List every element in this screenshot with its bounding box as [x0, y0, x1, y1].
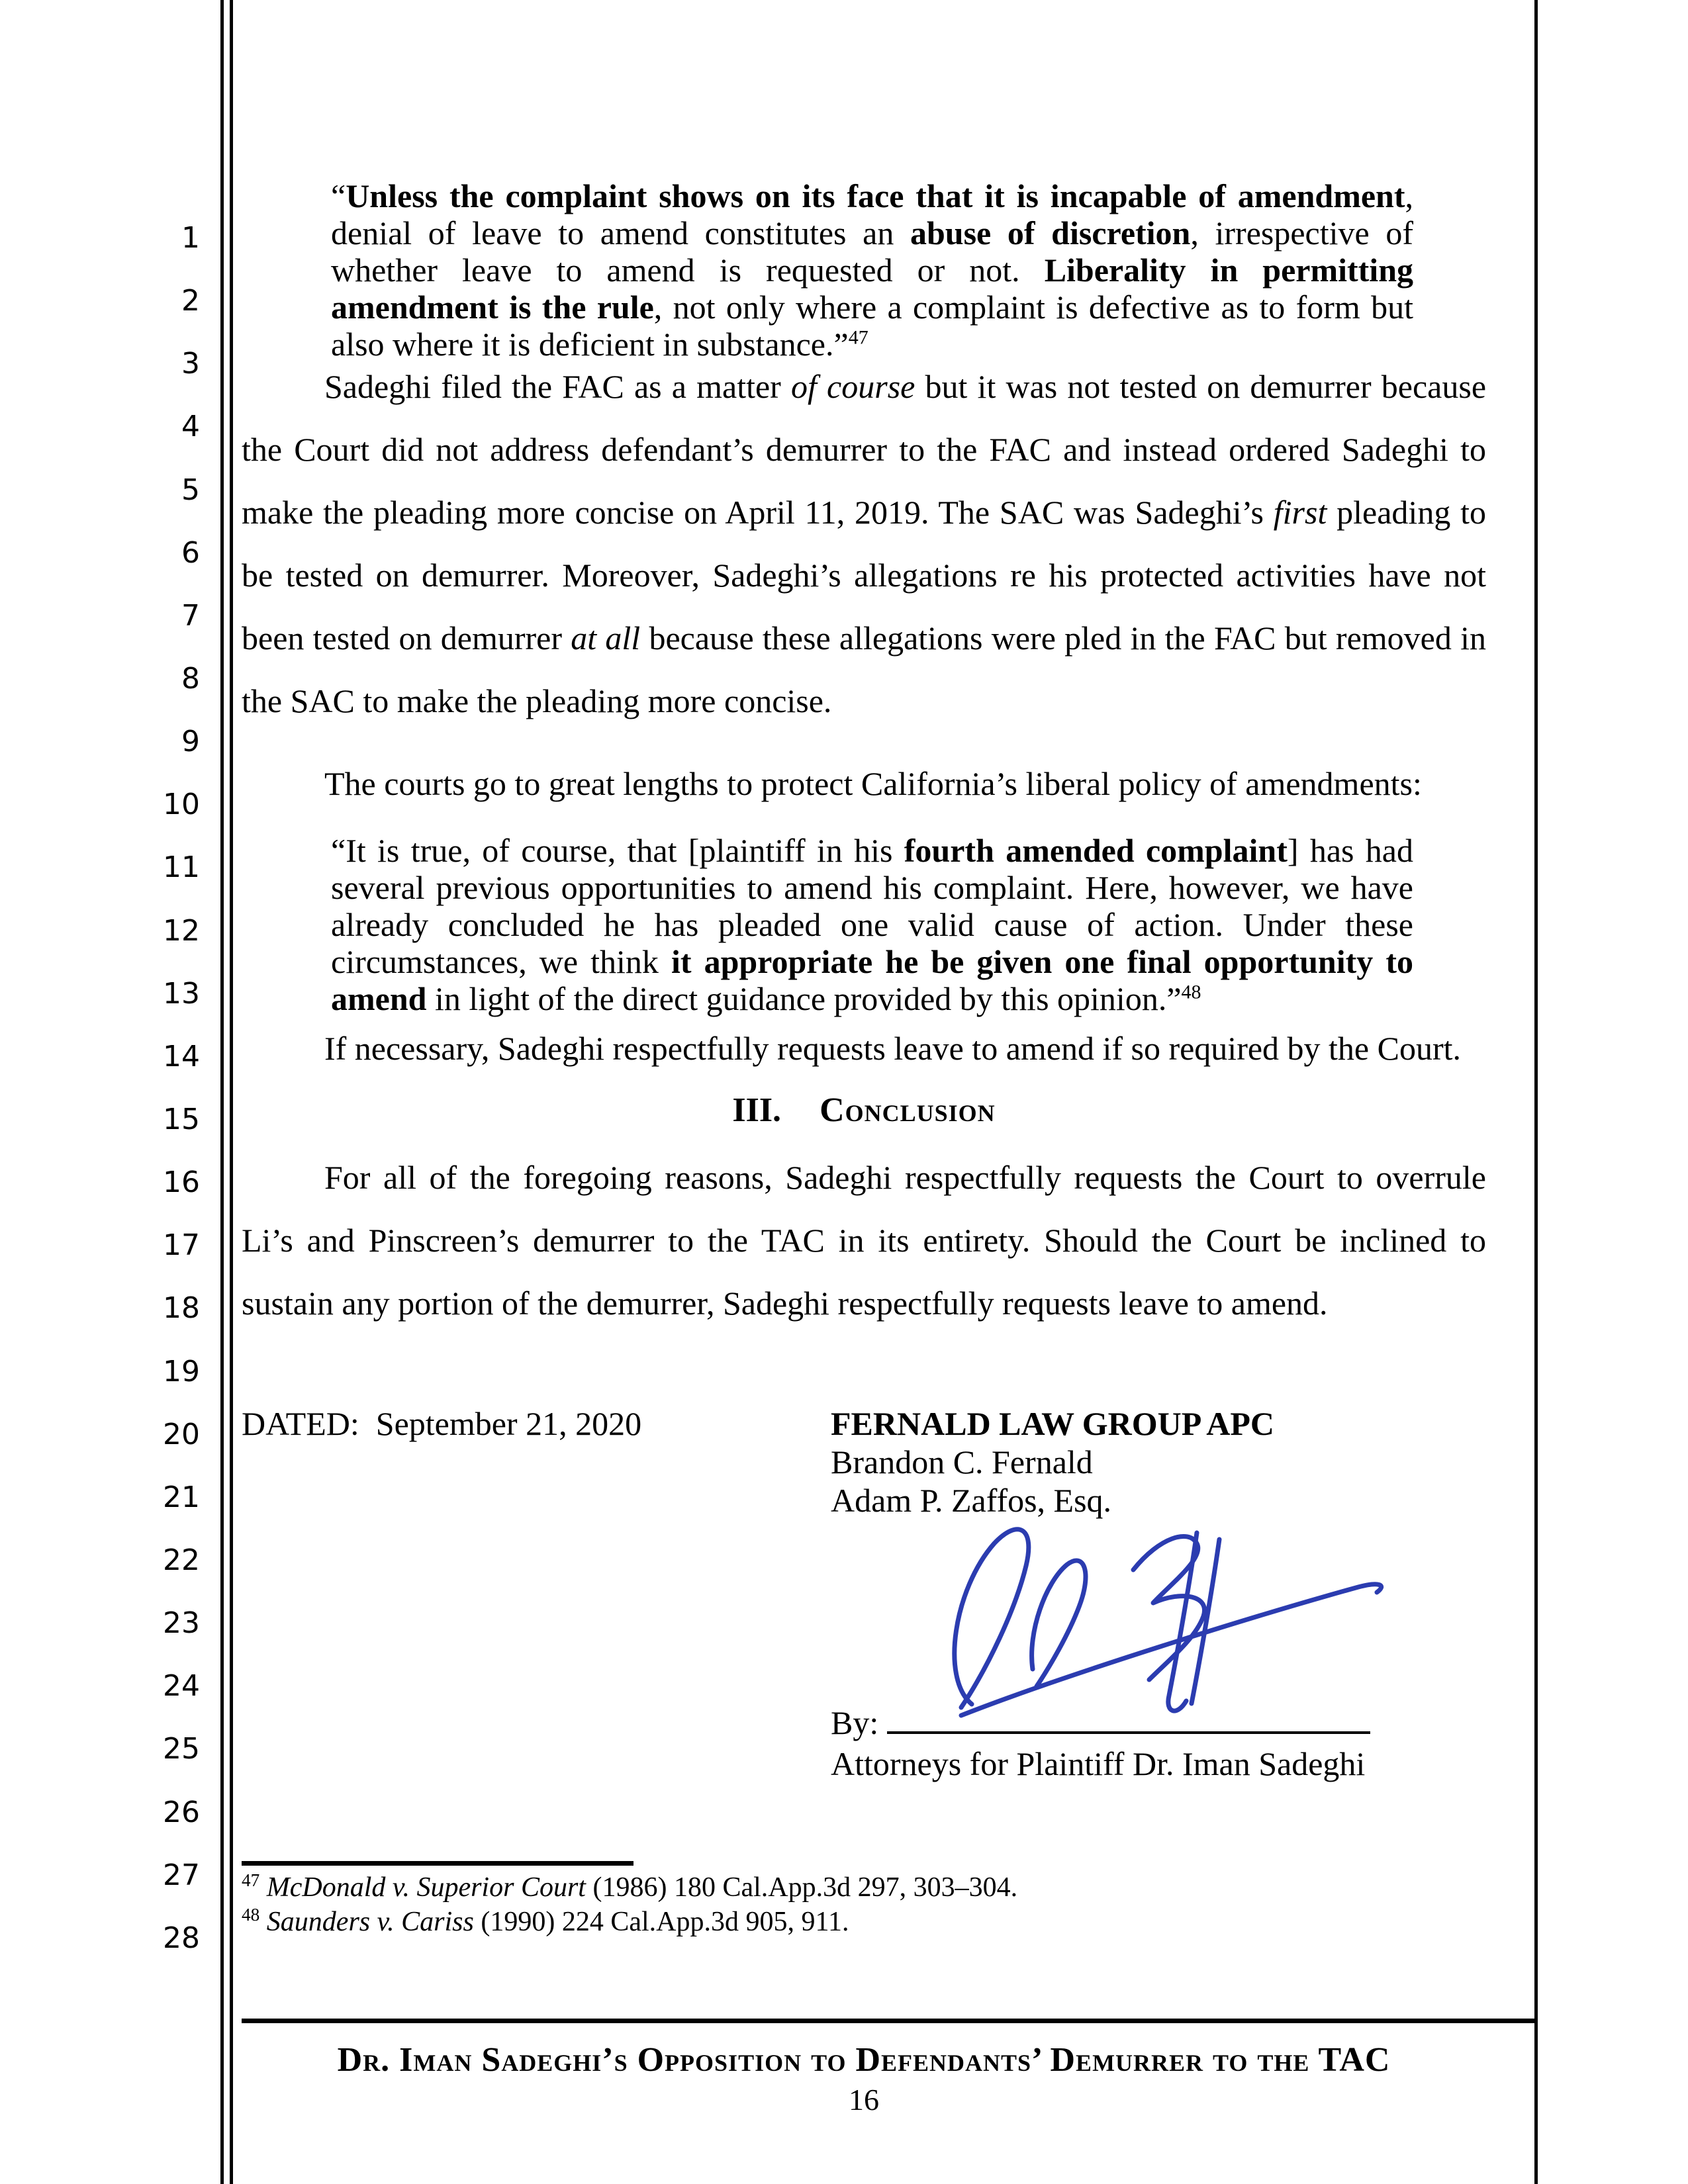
line-number: 16: [163, 1165, 200, 1200]
line-number: 26: [163, 1795, 200, 1829]
conclusion-heading: [242, 1079, 1486, 1142]
text-run: but it was not tested on demurrer because the Court did not address defendant’s demurrer to the FAC and instead ordered Sadeghi to make the pleading more concise on April 11, 2019. The SAC was Sadeghi’s: [242, 368, 1487, 531]
footnote-48: [242, 1905, 1486, 1939]
paragraph-leave-to-amend: If necessary, Sadeghi respectfully requests leave to amend if so required by the Court.: [324, 1030, 1462, 1067]
line-number: 10: [163, 788, 200, 822]
text-run: “It is true, of course, that [plaintiff in his: [331, 832, 904, 869]
line-number: 27: [163, 1858, 200, 1892]
left-double-rule-inner: [230, 0, 233, 2184]
paragraph-liberal-policy: The courts go to great lengths to protect California’s liberal policy of amendments:: [324, 765, 1422, 802]
line-number: 3: [181, 347, 200, 381]
text-run: Unless the complaint shows on its face that it is incapable of amendment: [346, 177, 1405, 214]
blockquote-fourth-amended-complaint: [331, 832, 1413, 1017]
text-run: it appropriate he be given one final opportunity to amend: [331, 943, 1413, 1017]
footnote-separator: [242, 1861, 633, 1866]
text-run: (1990) 224 Cal.App.3d 905, 911.: [473, 1907, 849, 1937]
line-number: 12: [163, 913, 200, 948]
attorneys-for-line: Attorneys for Plaintiff Dr. Iman Sadeghi: [831, 1745, 1366, 1782]
line-number: 25: [163, 1732, 200, 1766]
line-number: 14: [163, 1039, 200, 1073]
line-number-column: [0, 206, 200, 1970]
text-run: first: [1273, 494, 1327, 531]
text-run: , irrespective of whether leave to amend is requested or not.: [331, 214, 1413, 289]
text-run: pleading to be tested on demurrer. Moreover, Sadeghi’s allegations re his protected activities have not been tested on demurrer: [242, 494, 1487, 657]
conclusion-heading-number: III.: [732, 1091, 782, 1129]
signature-image: [914, 1502, 1417, 1727]
text-run: 47: [242, 1870, 260, 1890]
line-number: 28: [163, 1921, 200, 1955]
line-number: 2: [181, 284, 200, 318]
text-run: 48: [1181, 981, 1201, 1003]
by-line: [831, 1700, 1370, 1743]
line-number: 23: [163, 1606, 200, 1641]
line-number: 11: [163, 850, 200, 885]
paragraph-conclusion-body: For all of the foregoing reasons, Sadeghi respectfully requests the Court to overrule Li’s and Pinscreen’s demurrer to the TAC in its entirety. Should the Court be inclined to sustain any portion of the demurrer, Sadeghi respectfully requests leave to amend.: [242, 1159, 1486, 1322]
line-number: 1: [181, 221, 200, 255]
text-run: Sadeghi filed the FAC as a matter: [324, 368, 791, 405]
line-number: 21: [163, 1480, 200, 1514]
line-number: 8: [181, 662, 200, 696]
text-run: (1986) 180 Cal.App.3d 297, 303–304.: [585, 1872, 1018, 1903]
text-run: [259, 1907, 267, 1937]
text-run: because these allegations were pled in the FAC but removed in the SAC to make the pleading more concise.: [242, 619, 1486, 719]
text-run: “: [331, 177, 346, 214]
line-number: 6: [181, 535, 200, 570]
text-run: Liberality in permitting amendment is the rule: [331, 251, 1413, 326]
dated-line: DATED: September 21, 2020: [242, 1405, 642, 1442]
attorney-name-2: Adam P. Zaffos, Esq.: [831, 1482, 1112, 1519]
text-run: ] has had several previous opportunities to amend his complaint. Here, however, we have already concluded he has pleaded one valid cause of action. Under these circumstances, we think: [331, 832, 1413, 980]
line-number: 5: [181, 473, 200, 507]
blockquote-amendment-rule: [331, 177, 1413, 363]
line-number: 4: [181, 410, 200, 444]
attorney-name-1: Brandon C. Fernald: [831, 1443, 1093, 1480]
line-number: 20: [163, 1417, 200, 1451]
line-number: 22: [163, 1543, 200, 1578]
text-run: , not only where a complaint is defective as to form but also where it is deficient in substance.”: [331, 289, 1414, 363]
footnotes: [242, 1870, 1486, 1939]
text-run: Saunders v. Cariss: [266, 1907, 474, 1937]
text-run: abuse of discretion: [910, 214, 1191, 251]
line-number: 19: [163, 1354, 200, 1388]
text-run: at all: [571, 619, 641, 657]
text-run: 47: [848, 326, 868, 349]
text-run: fourth amended complaint: [904, 832, 1288, 869]
line-number: 17: [163, 1228, 200, 1263]
footer-title: Dr. Iman Sadeghi’s Opposition to Defendants’ Demurrer to the TAC: [337, 2041, 1391, 2079]
text-run: , denial of leave to amend constitutes an: [331, 177, 1413, 251]
left-double-rule-outer: [220, 0, 224, 2184]
line-number: 9: [181, 725, 200, 759]
conclusion-heading-label: Conclusion: [820, 1091, 996, 1129]
text-run: [259, 1872, 267, 1903]
by-label: By:: [831, 1704, 887, 1741]
page-number: 16: [849, 2083, 879, 2116]
line-number: 18: [163, 1291, 200, 1326]
footer-rule: [242, 2019, 1534, 2023]
signature-underline: [887, 1700, 1370, 1734]
right-margin-rule: [1534, 0, 1538, 2184]
paragraph-fac-demurrer: [242, 355, 1486, 733]
text-run: McDonald v. Superior Court: [266, 1872, 586, 1903]
line-number: 7: [181, 598, 200, 633]
text-run: of course: [791, 368, 915, 405]
line-number: 24: [163, 1669, 200, 1704]
line-number: 15: [163, 1103, 200, 1137]
firm-name: FERNALD LAW GROUP APC: [831, 1405, 1274, 1442]
footnote-47: [242, 1870, 1486, 1905]
line-number: 13: [163, 976, 200, 1011]
text-run: in light of the direct guidance provided by this opinion.”: [426, 980, 1182, 1017]
text-run: 48: [242, 1905, 260, 1925]
